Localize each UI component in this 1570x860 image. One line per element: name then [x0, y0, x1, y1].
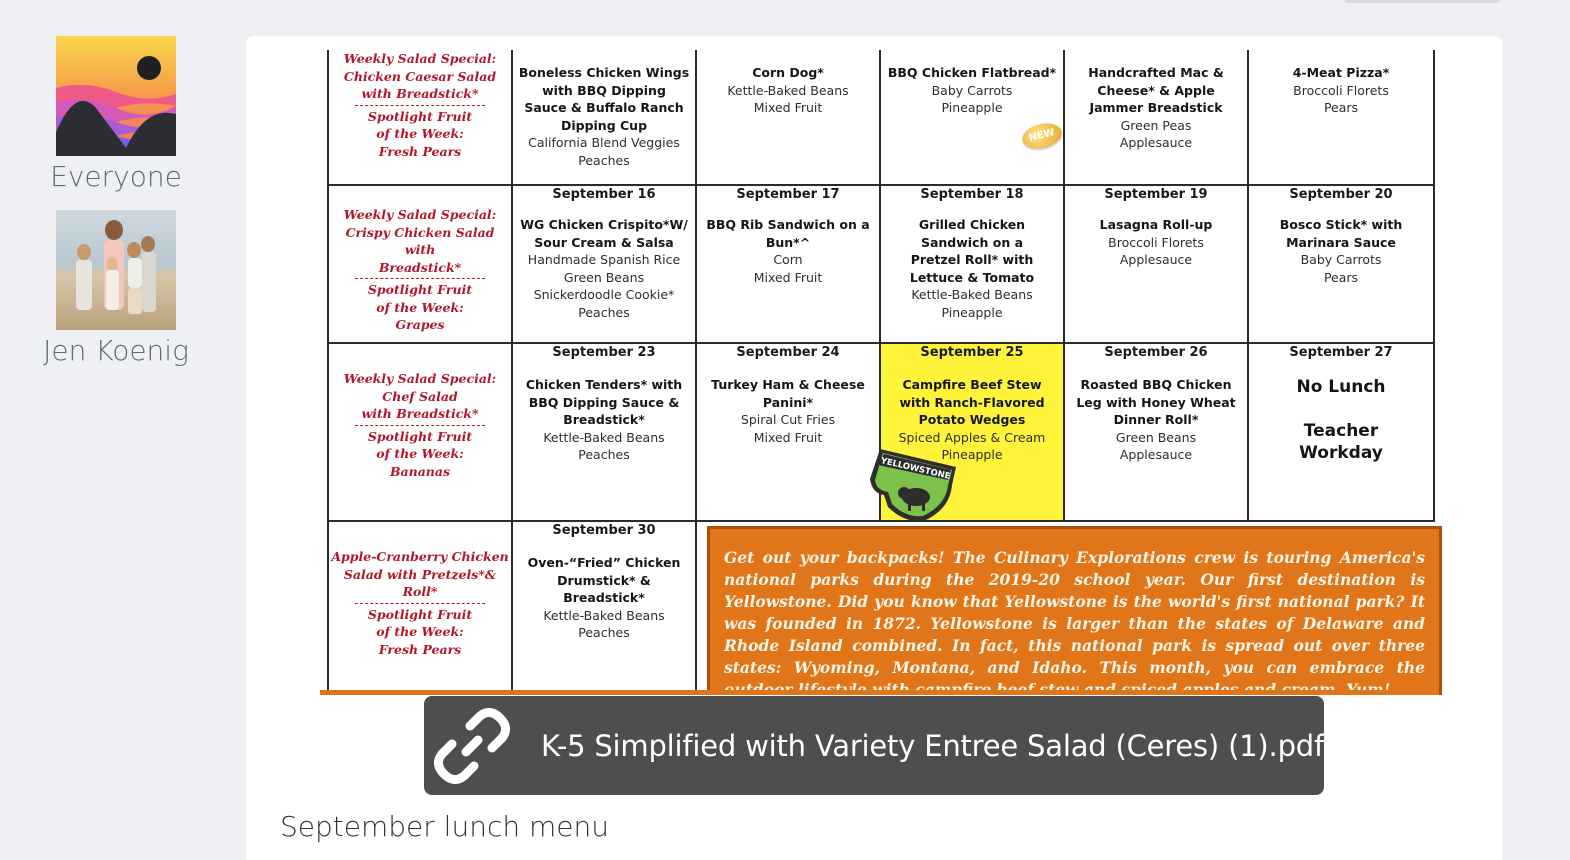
- menu-side: Applesauce: [1119, 252, 1193, 267]
- menu-side: Kettle-Baked Beans: [543, 607, 665, 623]
- menu-date: September 30: [552, 523, 656, 538]
- menu-item: Jammer Breadstick: [1089, 100, 1223, 115]
- salad-special: Apple-Cranberry Chicken: [331, 549, 509, 564]
- yellowstone-sign-icon: [868, 445, 963, 525]
- divider: [355, 425, 485, 426]
- menu-item: Dipping Cup: [560, 117, 648, 133]
- menu-item: BBQ Chicken Flatbread*: [887, 65, 1057, 80]
- menu-side: Peaches: [578, 152, 630, 168]
- menu-item: Bun*^: [765, 234, 811, 250]
- menu-item: BBQ Rib Sandwich on a: [706, 217, 870, 232]
- menu-side: Pineapple: [941, 304, 1003, 320]
- menu-item: 4-Meat Pizza*: [1292, 65, 1390, 80]
- menu-cell: [513, 50, 697, 186]
- menu-cell: [1065, 186, 1249, 344]
- menu-cell: [1249, 186, 1435, 344]
- menu-item: Boneless Chicken Wings: [518, 65, 690, 80]
- menu-item: with BBQ Dipping: [542, 82, 666, 98]
- menu-cell: [1065, 50, 1249, 186]
- group-jen-koenig[interactable]: [0, 210, 236, 367]
- spotlight-fruit: Spotlight Fruit: [367, 282, 473, 297]
- divider: [355, 278, 485, 279]
- menu-side: Pineapple: [941, 100, 1003, 115]
- link-icon: [424, 696, 519, 795]
- scroll-indicator: [1345, 0, 1500, 3]
- menu-side: Green Beans: [1115, 429, 1197, 445]
- salad-special: Chef Salad: [382, 388, 458, 404]
- menu-side: Mixed Fruit: [753, 269, 823, 285]
- menu-cell: [513, 186, 697, 344]
- menu-side: Peaches: [578, 625, 630, 640]
- menu-item: Campfire Beef Stew: [902, 377, 1042, 392]
- menu-item: Sandwich on a: [920, 234, 1024, 250]
- menu-date: September 20: [1289, 187, 1393, 202]
- menu-item: Sour Cream & Salsa: [534, 234, 674, 250]
- menu-item: Potato Wedges: [918, 412, 1026, 427]
- menu-item: Lettuce & Tomato: [909, 269, 1035, 285]
- menu-item: Handcrafted Mac &: [1088, 65, 1224, 80]
- menu-item: Bosco Stick* with: [1279, 217, 1403, 232]
- menu-date: September 26: [1104, 345, 1208, 360]
- menu-item: Cheese* & Apple: [1097, 82, 1215, 98]
- attachment-filename: K-5 Simplified with Variety Entree Salad (Ceres) (1).pdf: [541, 728, 1324, 763]
- menu-side: Green Beans: [563, 269, 645, 285]
- menu-side: Broccoli Florets: [1108, 234, 1204, 250]
- menu-item: Pretzel Roll* with: [910, 252, 1034, 267]
- sunset-landscape-icon: [56, 36, 176, 156]
- salad-special: Weekly Salad Special:: [343, 371, 497, 386]
- menu-side: Baby Carrots: [1300, 252, 1382, 267]
- spotlight-fruit: of the Week:: [376, 126, 464, 141]
- menu-cell: [697, 186, 881, 344]
- menu-side: Green Peas: [1120, 117, 1192, 133]
- menu-cell: [697, 344, 881, 522]
- menu-item: Leg with Honey Wheat: [1076, 394, 1236, 410]
- menu-side: Kettle-Baked Beans: [543, 429, 665, 445]
- menu-item: Turkey Ham & Cheese: [711, 377, 865, 392]
- menu-item: with Ranch-Flavored: [899, 394, 1045, 410]
- menu-date: September 18: [920, 187, 1024, 202]
- menu-side: Peaches: [578, 447, 630, 462]
- spotlight-fruit: of the Week:: [376, 299, 464, 315]
- spotlight-fruit: Spotlight Fruit: [367, 428, 473, 444]
- menu-item: Grilled Chicken: [918, 217, 1026, 232]
- menu-item: Lasagna Roll-up: [1099, 217, 1213, 232]
- new-badge: NEW: [1020, 120, 1065, 153]
- salad-special: with Breadstick*: [361, 406, 479, 421]
- menu-bottom-border: [320, 690, 1438, 695]
- menu-cell: [881, 50, 1065, 186]
- menu-cell: [513, 522, 697, 695]
- salad-special: Weekly Salad Special:: [343, 51, 497, 66]
- menu-date: September 19: [1104, 187, 1208, 202]
- menu-side: Mixed Fruit: [753, 429, 823, 445]
- menu-item: Breadstick*: [563, 590, 645, 605]
- national-parks-banner: [707, 526, 1442, 695]
- menu-cell: [881, 186, 1065, 344]
- menu-cell: [327, 522, 513, 695]
- menu-side: Pineapple: [941, 447, 1003, 462]
- menu-item: WG Chicken Crispito*W/: [520, 217, 688, 232]
- salad-special: with Breadstick*: [361, 86, 479, 101]
- menu-side: Handmade Spanish Rice: [527, 252, 681, 267]
- group-everyone[interactable]: [0, 36, 236, 193]
- post-caption: September lunch menu: [280, 810, 609, 843]
- menu-cell: [327, 186, 513, 344]
- menu-item: Sauce & Buffalo Ranch: [524, 100, 684, 115]
- menu-side: Applesauce: [1119, 135, 1193, 150]
- no-lunch-notice: Teacher: [1303, 421, 1379, 441]
- salad-special: Salad with Pretzels*&: [343, 566, 497, 582]
- menu-date: September 23: [552, 345, 656, 360]
- menu-side: Spiced Apples & Cream: [898, 429, 1046, 445]
- menu-cell: [1065, 344, 1249, 522]
- salad-special: Weekly Salad Special:: [343, 207, 497, 222]
- menu-side: Corn: [773, 252, 803, 267]
- spotlight-fruit: Fresh Pears: [378, 641, 462, 657]
- menu-side: Kettle-Baked Beans: [727, 82, 849, 98]
- menu-side: Applesauce: [1119, 447, 1193, 462]
- menu-cell: [1249, 50, 1435, 186]
- spotlight-fruit: Fresh Pears: [378, 143, 462, 159]
- menu-side: California Blend Veggies: [528, 135, 680, 150]
- divider: [355, 105, 485, 106]
- salad-special: Crispy Chicken Salad with: [345, 224, 495, 257]
- lunch-menu-image[interactable]: [320, 50, 1438, 695]
- group-name: Jen Koenig: [43, 334, 189, 367]
- salad-special: Chicken Caesar Salad: [343, 68, 497, 84]
- menu-cell: [1249, 344, 1435, 522]
- spotlight-fruit: of the Week:: [376, 624, 464, 639]
- menu-item: Chicken Tenders* with: [525, 377, 683, 392]
- menu-side: Baby Carrots: [931, 82, 1013, 98]
- menu-date: September 24: [736, 345, 840, 360]
- group-sidebar: [0, 0, 240, 860]
- menu-side: Snickerdoodle Cookie*: [533, 287, 675, 302]
- menu-date: September 25: [920, 345, 1024, 360]
- menu-item: BBQ Dipping Sauce &: [528, 394, 680, 410]
- menu-date: September 16: [552, 187, 656, 202]
- menu-side: Pears: [1323, 269, 1359, 285]
- menu-item: Dinner Roll*: [1113, 412, 1199, 427]
- salad-special: Breadstick*: [378, 259, 462, 275]
- spotlight-fruit: Bananas: [389, 463, 451, 479]
- menu-grid: [327, 50, 1435, 695]
- menu-item: Corn Dog*: [752, 65, 824, 80]
- menu-item: Drumstick* &: [557, 572, 651, 588]
- spotlight-fruit: of the Week:: [376, 446, 464, 461]
- no-lunch-notice: Workday: [1299, 443, 1383, 463]
- menu-item: Breadstick*: [563, 412, 645, 427]
- menu-cell: [327, 50, 513, 186]
- menu-item: Panini*: [762, 394, 814, 410]
- spotlight-fruit: Spotlight Fruit: [367, 108, 473, 124]
- group-name: Everyone: [50, 160, 182, 193]
- menu-side: Mixed Fruit: [753, 100, 823, 115]
- menu-date: September 27: [1289, 345, 1393, 360]
- menu-item: Marinara Sauce: [1286, 234, 1396, 250]
- family-photo: [56, 210, 176, 330]
- menu-cell: [697, 50, 881, 186]
- attachment-link[interactable]: [424, 696, 1324, 795]
- menu-date: September 17: [736, 187, 840, 202]
- banner-text: Get out your backpacks! The Culinary Explorations crew is touring America's national parks during the 2019-20 school year. Our first destination is Yellowstone. Did you know that Yellowstone is the world's first national park? It was founded in 1872. Yellowstone is larger than the states of Delaware and Rhode Island combined. In fact, this national park is spread out over three states: Wyoming, Montana, and Idaho. This month, you can embrace the: [724, 548, 1425, 677]
- sign-label: YELLOWSTONE: [879, 456, 952, 482]
- spotlight-fruit: Grapes: [395, 317, 445, 332]
- menu-item: Roasted BBQ Chicken: [1080, 377, 1232, 392]
- menu-cell: [327, 344, 513, 522]
- no-lunch-notice: No Lunch: [1296, 377, 1386, 397]
- menu-side: Pears: [1323, 100, 1359, 115]
- divider: [355, 603, 485, 604]
- menu-item: Oven-“Fried” Chicken: [527, 555, 681, 570]
- menu-cell: [513, 344, 697, 522]
- salad-special: Roll*: [402, 584, 438, 599]
- menu-side: Broccoli Florets: [1293, 82, 1389, 98]
- menu-side: Spiral Cut Fries: [740, 412, 836, 427]
- menu-side: Peaches: [578, 304, 630, 320]
- spotlight-fruit: Spotlight Fruit: [367, 606, 473, 622]
- menu-side: Kettle-Baked Beans: [911, 287, 1033, 302]
